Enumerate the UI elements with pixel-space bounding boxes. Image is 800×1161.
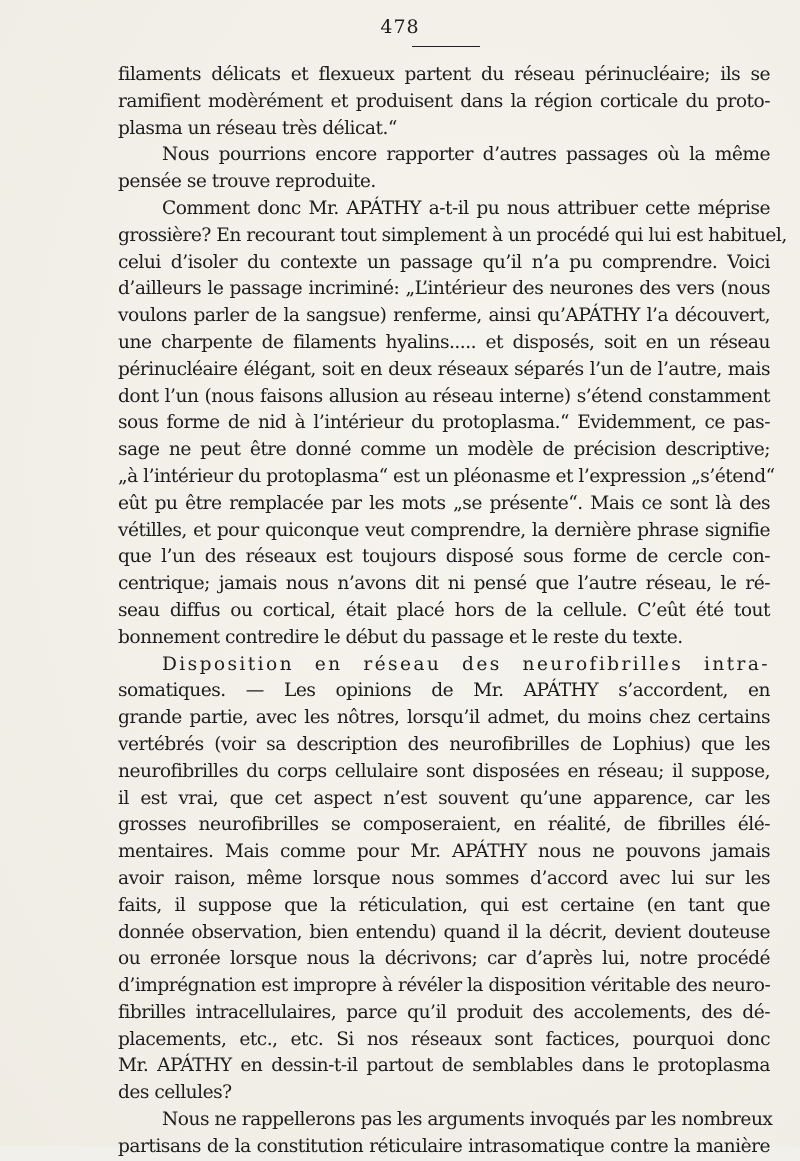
text-line: Nous pourrions encore rapporter d’autres passages où la même [162,144,770,166]
text-line: grande partie, avec les nôtres, lorsqu’il admet, du moins chez certains [118,707,770,729]
text-line: seau diffus ou cortical, était placé hors de la cellule. C’eût été tout [118,599,770,621]
text-line: d’ailleurs le passage incriminé: „L’intérieur des neurones des vers (nous [118,278,770,300]
text-line: grosses neurofibrilles se composeraient, en réalité, de fibrilles élé- [118,814,770,836]
text-line: il est vrai, que cet aspect n’est souvent qu’une apparence, car les [118,787,770,809]
text-line: mentaires. Mais comme pour Mr. APÁTHY nous ne pouvons jamais [118,841,770,863]
text-line: une charpente de filaments hyalins..... et disposés, soit en un réseau [118,331,770,353]
text-line: ramifient modèrément et produisent dans la région corticale du proto- [118,90,770,112]
text-line: celui d’isoler du contexte un passage qu’il n’a pu comprendre. Voici [118,251,770,273]
text-line: centrique; jamais nous n’avons dit ni pensé que l’autre réseau, le ré- [118,573,770,595]
text-line: „à l’intérieur du protoplasma“ est un pléonasme et l’expression „s’étend“ [118,465,775,487]
text-line: Nous ne rappellerons pas les arguments invoqués par les nombreux [162,1109,773,1131]
text-line: que l’un des réseaux est toujours disposé sous forme de cercle con- [118,546,770,568]
text-line: d’imprégnation est impropre à révéler la disposition véritable des neuro- [118,975,771,997]
text-line: Disposition en réseau des neurofibrilles intra- [162,653,770,675]
text-line: Mr. APÁTHY en dessin-t-il partout de semblables dans le protoplasma [118,1055,770,1077]
text-line: sage ne peut être donné comme un modèle de précision descriptive; [118,439,770,461]
text-line: dont l’un (nous faisons allusion au réseau interne) s’étend constamment [118,385,770,407]
header-rule [412,46,480,47]
text-line: voulons parler de la sangsue) renferme, ainsi qu’APÁTHY l’a découvert, [118,305,770,327]
text-line: grossière? En recourant tout simplement à un procédé qui lui est habituel, [118,224,787,246]
text-line: plasma un réseau très délicat.“ [118,117,397,139]
text-line: vertébrés (voir sa description des neurofibrilles de Lophius) que les [118,733,770,755]
text-line: partisans de la constitution réticulaire intrasomatique contre la manière [118,1135,770,1157]
text-line: fibrilles intracellulaires, parce qu’il produit des accolements, des dé- [118,1001,770,1023]
text-line: sous forme de nid à l’intérieur du protoplasma.“ Evidemment, ce pas- [118,412,770,434]
text-line: faits, il suppose que la réticulation, qui est certaine (en tant que [118,894,770,916]
text-line: périnucléaire élégant, soit en deux réseaux séparés l’un de l’autre, mais [118,358,770,380]
text-line: donnée observation, bien entendu) quand il la décrit, devient douteuse [118,921,770,943]
text-line: pensée se trouve reproduite. [118,171,376,193]
body-text [118,62,787,1161]
text-line: ou erronée lorsque nous la décrivons; car d’après lui, notre procédé [118,948,770,970]
text-line: neurofibrilles du corps cellulaire sont disposées en réseau; il suppose, [118,760,770,782]
text-line: placements, etc., etc. Si nos réseaux sont factices, pourquoi donc [118,1028,770,1050]
text-line: Comment donc Mr. APÁTHY a-t-il pu nous attribuer cette méprise [162,197,770,219]
text-line: eût pu être remplacée par les mots „se présente“. Mais ce sont là des [118,492,770,514]
text-line: bonnement contredire le début du passage et le reste du texte. [118,626,683,648]
text-line: avoir raison, même lorsque nous sommes d’accord avec lui sur les [118,867,770,889]
page-number: 478 [380,16,420,38]
text-line: vétilles, et pour quiconque veut comprendre, la dernière phrase signifie [118,519,770,541]
text-line: somatiques. — Les opinions de Mr. APÁTHY s’accordent, en [118,680,770,702]
text-line: des cellules? [118,1082,232,1104]
text-line: filaments délicats et flexueux partent du réseau périnucléaire; ils se [118,64,770,85]
